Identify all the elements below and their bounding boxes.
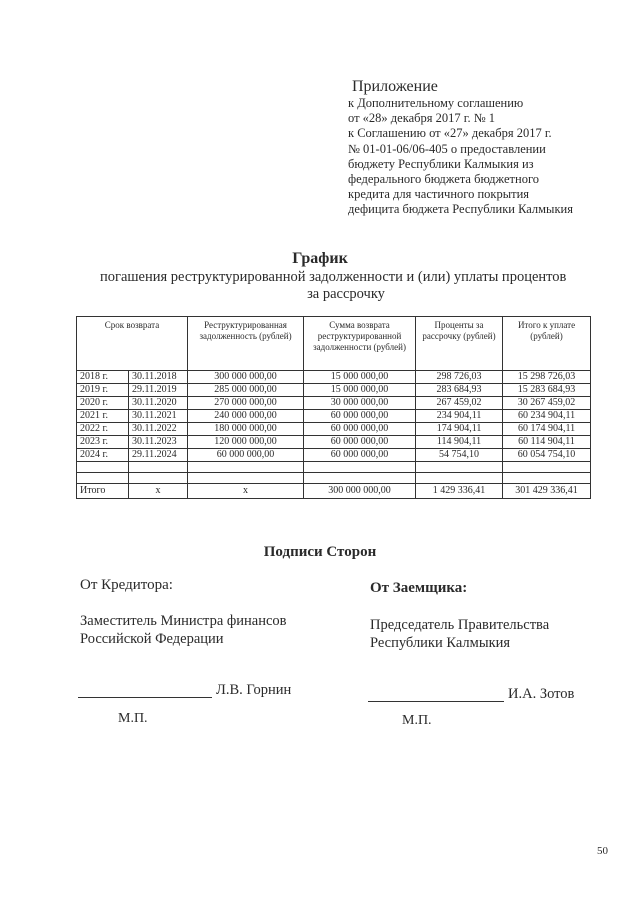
creditor-name: Л.В. Горнин (216, 682, 292, 698)
cell-restructured: 180 000 000,00 (188, 423, 304, 436)
schedule-subtitle: погашения реструктурированной задолженности и (или) уплаты процентов (100, 269, 567, 285)
appendix-line: № 01-01-06/06-405 о предоставлении (348, 142, 546, 156)
cell-repayment: 15 000 000,00 (304, 384, 416, 397)
cell-restructured: 285 000 000,00 (188, 384, 304, 397)
cell-interest: 54 754,10 (416, 449, 503, 462)
creditor-position: Российской Федерации (80, 631, 224, 647)
borrower-name: И.А. Зотов (508, 686, 575, 702)
appendix-line: от «28» декабря 2017 г. № 1 (348, 111, 496, 125)
table-row-empty (77, 473, 591, 484)
total-interest: 1 429 336,41 (416, 484, 503, 499)
schedule-subtitle: за рассрочку (307, 286, 385, 302)
table-row (77, 410, 591, 423)
cell-year: 2018 г. (77, 371, 129, 384)
header-interest: Проценты за рассрочку (рублей) (416, 317, 503, 371)
cell-interest: 267 459,02 (416, 397, 503, 410)
cell-repayment: 15 000 000,00 (304, 371, 416, 384)
header-term: Срок возврата (77, 317, 188, 371)
schedule-title: График (292, 250, 348, 267)
appendix-line: к Соглашению от «27» декабря 2017 г. (348, 126, 552, 140)
total-label: Итого (77, 484, 129, 499)
cell-interest: 174 904,11 (416, 423, 503, 436)
cell-date: 30.11.2023 (129, 436, 188, 449)
cell-total: 60 114 904,11 (503, 436, 591, 449)
cell-year: 2019 г. (77, 384, 129, 397)
borrower-signature-line (368, 701, 504, 702)
cell-date: 30.11.2021 (129, 410, 188, 423)
appendix-line: федерального бюджета бюджетного (348, 172, 540, 186)
cell-restructured: 120 000 000,00 (188, 436, 304, 449)
cell-total: 15 283 684,93 (503, 384, 591, 397)
cell-date: 30.11.2020 (129, 397, 188, 410)
page-number: 50 (597, 845, 608, 857)
cell-year: 2023 г. (77, 436, 129, 449)
header-restructured: Реструктурированная задолженность (рублей) (188, 317, 304, 371)
appendix-line: бюджету Республики Калмыкия из (348, 157, 534, 171)
cell-year: 2021 г. (77, 410, 129, 423)
creditor-position: Заместитель Министра финансов (80, 613, 287, 629)
table-row (77, 449, 591, 462)
header-total: Итого к уплате (рублей) (503, 317, 591, 371)
appendix-title: Приложение (352, 78, 438, 95)
cell-date: 30.11.2022 (129, 423, 188, 436)
cell-date: 30.11.2018 (129, 371, 188, 384)
cell-restructured: 60 000 000,00 (188, 449, 304, 462)
cell-year: 2020 г. (77, 397, 129, 410)
cell-repayment: 30 000 000,00 (304, 397, 416, 410)
cell-restructured: 300 000 000,00 (188, 371, 304, 384)
creditor-label: От Кредитора: (80, 577, 173, 593)
cell-year: 2024 г. (77, 449, 129, 462)
cell-total: 60 234 904,11 (503, 410, 591, 423)
cell-date: 29.11.2024 (129, 449, 188, 462)
cell-repayment: 60 000 000,00 (304, 449, 416, 462)
table-header-row (77, 317, 591, 371)
cell-date: 29.11.2019 (129, 384, 188, 397)
cell-total: 30 267 459,02 (503, 397, 591, 410)
cell-repayment: 60 000 000,00 (304, 423, 416, 436)
borrower-label: От Заемщика: (370, 580, 468, 596)
repayment-schedule-table (76, 316, 591, 499)
table-total-row (77, 484, 591, 499)
creditor-signature-line (78, 697, 212, 698)
table-row (77, 423, 591, 436)
cell-repayment: 60 000 000,00 (304, 410, 416, 423)
table-row (77, 436, 591, 449)
total-repayment: 300 000 000,00 (304, 484, 416, 499)
signatures-title: Подписи Сторон (263, 544, 377, 560)
borrower-stamp-mark: М.П. (402, 713, 432, 728)
cell-interest: 283 684,93 (416, 384, 503, 397)
total-total: 301 429 336,41 (503, 484, 591, 499)
cell-repayment: 60 000 000,00 (304, 436, 416, 449)
borrower-position: Республики Калмыкия (370, 635, 511, 651)
header-repayment: Сумма возврата реструктурированной задолженности (рублей) (304, 317, 416, 371)
cell-total: 15 298 726,03 (503, 371, 591, 384)
table-row (77, 397, 591, 410)
appendix-line: дефицита бюджета Республики Калмыкия (348, 202, 573, 216)
cell-interest: 114 904,11 (416, 436, 503, 449)
cell-total: 60 054 754,10 (503, 449, 591, 462)
appendix-line: кредита для частичного покрытия (348, 187, 530, 201)
cell-interest: 234 904,11 (416, 410, 503, 423)
cell-interest: 298 726,03 (416, 371, 503, 384)
borrower-position: Председатель Правительства (370, 617, 550, 633)
cell-year: 2022 г. (77, 423, 129, 436)
creditor-stamp-mark: М.П. (118, 711, 148, 726)
total-restructured: х (188, 484, 304, 499)
table-row (77, 384, 591, 397)
table-row-empty (77, 462, 591, 473)
total-date: х (129, 484, 188, 499)
cell-restructured: 270 000 000,00 (188, 397, 304, 410)
table-row (77, 371, 591, 384)
appendix-line: к Дополнительному соглашению (348, 96, 524, 110)
cell-total: 60 174 904,11 (503, 423, 591, 436)
cell-restructured: 240 000 000,00 (188, 410, 304, 423)
